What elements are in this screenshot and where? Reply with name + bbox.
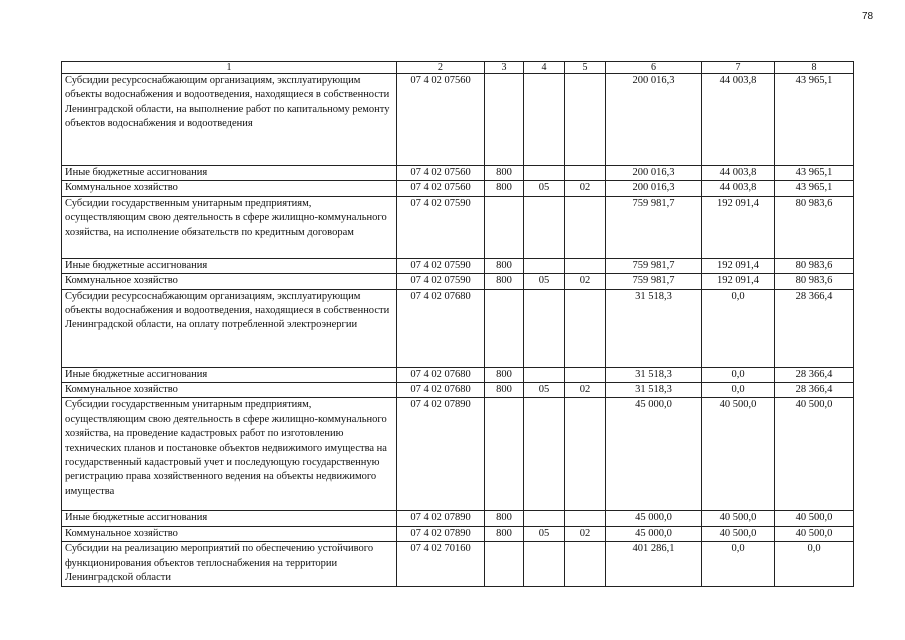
row-type-code: 800 [485, 511, 524, 526]
column-header: 3 [485, 62, 524, 74]
row-value-col6: 759 981,7 [606, 274, 702, 289]
row-value-col7: 0,0 [702, 542, 775, 587]
column-header: 4 [524, 62, 565, 74]
row-subsection [565, 258, 606, 273]
column-header: 2 [397, 62, 485, 74]
row-value-col7: 192 091,4 [702, 274, 775, 289]
row-subsection: 02 [565, 383, 606, 398]
row-subsection [565, 289, 606, 367]
row-value-col8: 0,0 [775, 542, 854, 587]
row-value-col7: 0,0 [702, 367, 775, 382]
table-row [62, 196, 854, 258]
row-value-col6: 200 016,3 [606, 166, 702, 181]
row-value-col8: 40 500,0 [775, 398, 854, 511]
row-value-col7: 40 500,0 [702, 526, 775, 541]
table-row [62, 289, 854, 367]
row-name: Субсидии государственным унитарным предприятиям, осуществляющим свою деятельность в сфере жилищно-коммунального хозяйства, на проведение кадастровых работ по изготовлению технических планов и постановке объектов недвижимого имущества на государственный кадастровый учет и последующую государственную регистрацию права хозяйственного ведения на объекты недвижимого имущества [62, 398, 397, 511]
row-section: 05 [524, 181, 565, 196]
row-value-col6: 759 981,7 [606, 258, 702, 273]
table-row [62, 258, 854, 273]
row-type-code [485, 74, 524, 166]
row-type-code: 800 [485, 181, 524, 196]
row-subsection: 02 [565, 274, 606, 289]
row-value-col6: 31 518,3 [606, 383, 702, 398]
row-type-code: 800 [485, 367, 524, 382]
row-subsection [565, 542, 606, 587]
row-code: 07 4 02 07890 [397, 511, 485, 526]
budget-table [61, 61, 854, 587]
row-code: 07 4 02 07680 [397, 383, 485, 398]
row-subsection: 02 [565, 181, 606, 196]
row-value-col6: 31 518,3 [606, 367, 702, 382]
row-name: Субсидии государственным унитарным предприятиям, осуществляющим свою деятельность в сфере жилищно-коммунального хозяйства, на исполнение обязательств по кредитным договорам [62, 196, 397, 258]
row-type-code: 800 [485, 274, 524, 289]
row-value-col6: 45 000,0 [606, 398, 702, 511]
row-value-col8: 80 983,6 [775, 196, 854, 258]
row-value-col6: 200 016,3 [606, 74, 702, 166]
row-section: 05 [524, 526, 565, 541]
table-row [62, 181, 854, 196]
row-value-col8: 43 965,1 [775, 74, 854, 166]
table-row [62, 398, 854, 511]
row-value-col8: 40 500,0 [775, 526, 854, 541]
row-type-code: 800 [485, 166, 524, 181]
row-value-col7: 44 003,8 [702, 181, 775, 196]
row-name: Иные бюджетные ассигнования [62, 511, 397, 526]
row-value-col8: 80 983,6 [775, 274, 854, 289]
row-name: Коммунальное хозяйство [62, 274, 397, 289]
row-name: Коммунальное хозяйство [62, 181, 397, 196]
row-section [524, 196, 565, 258]
row-value-col8: 40 500,0 [775, 511, 854, 526]
page-number: 78 [862, 11, 874, 22]
row-section [524, 74, 565, 166]
row-name: Коммунальное хозяйство [62, 526, 397, 541]
row-name: Субсидии ресурсоснабжающим организациям, эксплуатирующим объекты водоснабжения и водоотведения, находящиеся в собственности Ленинградской области, на выполнение работ по капитальному ремонту объектов водоснабжения и водоотведения [62, 74, 397, 166]
row-value-col6: 31 518,3 [606, 289, 702, 367]
row-code: 07 4 02 07560 [397, 74, 485, 166]
table-row [62, 511, 854, 526]
table-row [62, 367, 854, 382]
header-row [62, 62, 854, 74]
row-name: Субсидии ресурсоснабжающим организациям, эксплуатирующим объекты водоснабжения и водоотведения, находящиеся в собственности Ленинградской области, на оплату потребленной электроэнергии [62, 289, 397, 367]
row-subsection [565, 166, 606, 181]
row-subsection [565, 367, 606, 382]
row-code: 07 4 02 07560 [397, 181, 485, 196]
row-type-code: 800 [485, 526, 524, 541]
row-code: 07 4 02 07590 [397, 196, 485, 258]
row-code: 07 4 02 07590 [397, 274, 485, 289]
row-section: 05 [524, 383, 565, 398]
row-value-col8: 28 366,4 [775, 383, 854, 398]
column-header: 8 [775, 62, 854, 74]
table-row [62, 542, 854, 587]
row-section [524, 367, 565, 382]
row-subsection: 02 [565, 526, 606, 541]
row-value-col6: 45 000,0 [606, 526, 702, 541]
row-section [524, 511, 565, 526]
row-code: 07 4 02 07680 [397, 367, 485, 382]
row-subsection [565, 511, 606, 526]
row-value-col7: 44 003,8 [702, 166, 775, 181]
row-section [524, 398, 565, 511]
row-value-col7: 0,0 [702, 383, 775, 398]
row-value-col7: 0,0 [702, 289, 775, 367]
row-value-col7: 40 500,0 [702, 398, 775, 511]
row-value-col6: 401 286,1 [606, 542, 702, 587]
row-value-col6: 200 016,3 [606, 181, 702, 196]
row-name: Иные бюджетные ассигнования [62, 367, 397, 382]
row-section [524, 166, 565, 181]
row-name: Иные бюджетные ассигнования [62, 166, 397, 181]
row-type-code: 800 [485, 383, 524, 398]
table-row [62, 274, 854, 289]
row-name: Субсидии на реализацию мероприятий по обеспечению устойчивого функционирования объектов теплоснабжения на территории Ленинградской области [62, 542, 397, 587]
row-value-col8: 28 366,4 [775, 289, 854, 367]
table-row [62, 74, 854, 166]
column-header: 5 [565, 62, 606, 74]
row-value-col7: 44 003,8 [702, 74, 775, 166]
table-row [62, 526, 854, 541]
row-value-col7: 192 091,4 [702, 196, 775, 258]
column-header: 6 [606, 62, 702, 74]
row-name: Иные бюджетные ассигнования [62, 258, 397, 273]
column-header: 1 [62, 62, 397, 74]
row-type-code [485, 398, 524, 511]
row-section [524, 289, 565, 367]
row-code: 07 4 02 70160 [397, 542, 485, 587]
row-type-code [485, 289, 524, 367]
row-value-col7: 40 500,0 [702, 511, 775, 526]
row-value-col8: 28 366,4 [775, 367, 854, 382]
row-section: 05 [524, 274, 565, 289]
row-value-col6: 45 000,0 [606, 511, 702, 526]
column-header: 7 [702, 62, 775, 74]
row-code: 07 4 02 07890 [397, 398, 485, 511]
row-code: 07 4 02 07590 [397, 258, 485, 273]
row-value-col7: 192 091,4 [702, 258, 775, 273]
table-row [62, 166, 854, 181]
row-type-code: 800 [485, 258, 524, 273]
row-type-code [485, 196, 524, 258]
row-value-col8: 43 965,1 [775, 166, 854, 181]
table-row [62, 383, 854, 398]
row-subsection [565, 74, 606, 166]
row-section [524, 542, 565, 587]
row-value-col8: 80 983,6 [775, 258, 854, 273]
row-subsection [565, 196, 606, 258]
row-section [524, 258, 565, 273]
row-subsection [565, 398, 606, 511]
row-value-col8: 43 965,1 [775, 181, 854, 196]
row-code: 07 4 02 07560 [397, 166, 485, 181]
row-code: 07 4 02 07890 [397, 526, 485, 541]
row-name: Коммунальное хозяйство [62, 383, 397, 398]
row-value-col6: 759 981,7 [606, 196, 702, 258]
row-type-code [485, 542, 524, 587]
row-code: 07 4 02 07680 [397, 289, 485, 367]
